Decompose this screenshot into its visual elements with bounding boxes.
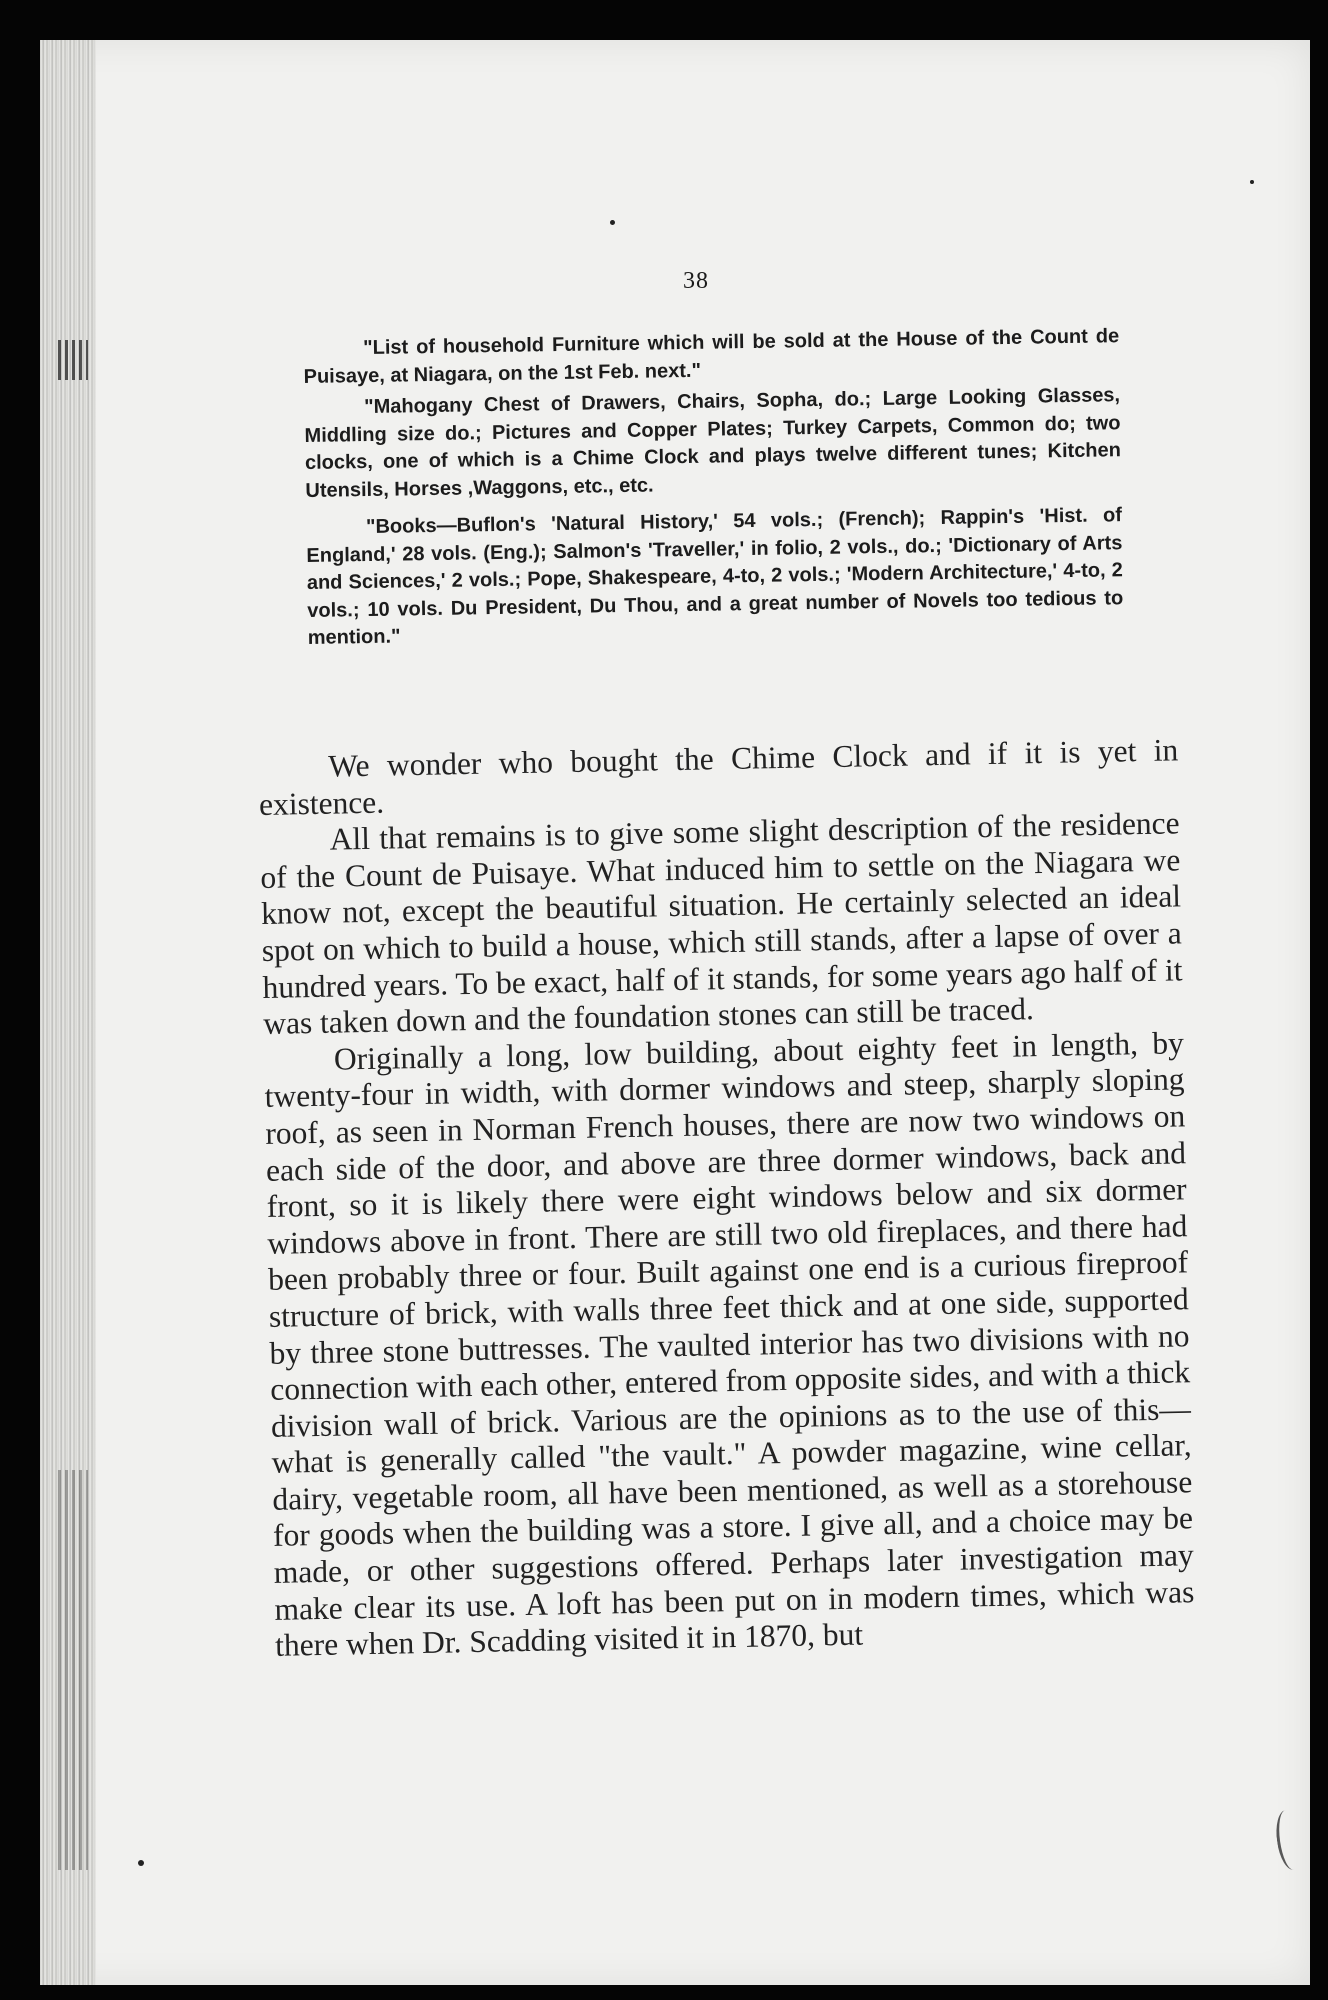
paragraph: Originally a long, low building, about eighty feet in length, by twenty-four in width, with dormer windows and steep, sharply sloping roof, as seen in Norman French houses, there are now two windows on each side of the door, and above are three dormer windows, back and front, so it is likely there were eight windows below and six dormer windows above in front. There are still two old fireplaces, and there had been probably three or four. Built against one end is a curious fireproof structure of brick, with walls three feet thick and at one side, supported by three stone buttresses. The vaulted interior has two divisions with no connection with each other, entered from opposite sides, and with a thick division wall of brick. Various are the opinions as to the use of this—what is generally called "the vault." A powder magazine, wine cellar, dairy, vegetable room, all have been mentioned, as well as a storehouse for goods when the building was a store. I give all, and a choice may be made, or other suggestions offered. Perhaps later investigation may make clear its use. A loft has been put on in modern times, which was there when Dr. Scadding visited it in 1870, but xyxy=(264,1025,1195,1664)
furniture-list: "Mahogany Chest of Drawers, Chairs, Sopha, do.; Large Looking Glasses, Middling size do.; Pictures and Copper Plates; Turkey Carpets, Common do; two clocks, one of which is a Chime Clock and plays twelve different tunes; Kitchen Utensils, Horses ,Waggons, etc., etc. xyxy=(304,384,1122,502)
binding-mark xyxy=(58,1470,88,1870)
books-list: "Books—Buflon's 'Natural History,' 54 vols.; (French); Rappin's 'Hist. of England,' 28 vols. (Eng.); Salmon's 'Traveller,' in folio, 2 vols., do.; 'Dictionary of Arts and Sciences,' 2 vols.; Pope, Shakespeare, 4-to, 2 vols.; 'Modern Architecture,' 4-to, 2 vols.; 10 vols. Du President, Du Thou, and a great number of Novels too tedious to mention." xyxy=(306,504,1124,649)
page-curl xyxy=(1273,1809,1306,1872)
furniture-advertisement xyxy=(303,323,1124,658)
page-speck xyxy=(1250,180,1254,184)
page-speck xyxy=(610,220,615,225)
binding-mark xyxy=(58,340,88,380)
body-text xyxy=(258,732,1195,1664)
page-speck xyxy=(138,1860,144,1866)
paragraph: We wonder who bought the Chime Clock and if it is yet in existence. xyxy=(258,732,1179,822)
paragraph: All that remains is to give some slight description of the residence of the Count de Puisaye. What induced him to settle on the Niagara we know not, except the beautiful situation. He certainly selected an ideal spot on which to build a house, which still stands, after a lapse of over a hundred years. To be exact, half of it stands, for some years ago half of it was taken down and the foundation stones can still be traced. xyxy=(260,805,1183,1042)
page-number: 38 xyxy=(683,268,709,294)
advertisement-title: "List of household Furniture which will be sold at the House of the Count de Puisaye, at Niagara, on the 1st Feb. next." xyxy=(303,325,1120,388)
